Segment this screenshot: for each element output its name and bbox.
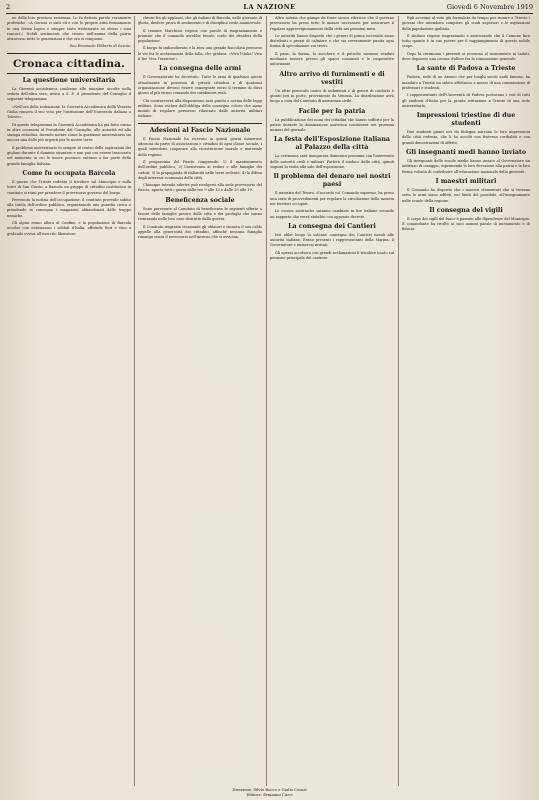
paragraph: Gli operai accolsero con grandi acclamazioni il tricolore issato sul pennone principale del cantiere. [270,250,394,261]
article-title: La festa dell'Esposizione italiana al Palazzo della città [274,136,390,152]
paragraph: Il programma del Fascio comprende: 1) il mantenimento dell'ordine pubblico; 2) l'assistenza ai reduci e alle famiglie dei caduti; 3) la propaganda di italianità nelle terre redente; 4) la difesa degli interessi economici della città. [138,159,262,180]
column-intro: Altra notizia che giunge da fonte sicura riferisce che il governo provvisorio ha preso tutte le misure necessarie per assicurare il regolare approvvigionamento della città nei prossimi mesi. [270,16,394,31]
article-title: Impressioni triestine di due studenti [416,112,516,128]
paragraph: Un altro piroscafo carico di indumenti e di generi di conforto è giunto ieri in porto, proveniente da Venezia. La distribuzione avrà luogo a cura del Comitato di assistenza civile. [270,88,394,104]
divider [7,53,131,55]
paragraph: Il tenente Marchiori rispose con parole di ringraziamento e promise che il comando avrebbe tenuto conto dei desideri della popolazione. [138,28,262,44]
article-title: Il problema del denaro nei nostri paesi [273,173,391,189]
column-intro: Egli accennò al voto già formulato da tempo per riunire a Trieste i giovani che intendono compiere gli studi superiori e le aspirazioni della popolazione giuliana. [402,16,530,31]
article-title: La questione universitaria [22,76,116,84]
article-title: Il consegna del vigili [429,206,503,214]
page-footer [0,787,539,797]
paragraph: Il problema universitario fu sempre al centro delle aspirazioni dei giuliani durante il dominio straniero e non può ora essere trascurato nel momento in cui le nuove province entrano a far parte della grande famiglia italiana. [7,145,131,166]
page-header [6,3,533,12]
column-4 [402,16,530,786]
paragraph: «Nell'ora della redenzione, la Gioventù Accademica della Venezia Giulia rinnova il suo voto per l'istituzione dell'Università italiana a Trieste». [7,104,131,120]
paragraph: Il ministro del Tesoro, d'accordo col Comando supremo, ha preso una serie di provvedimenti per regolare la circolazione della moneta nei territori occupati. [270,191,394,206]
paragraph: La pubblicazione dei nomi dei cittadini che hanno sofferto per la patria durante la dominazione austriaca continuerà nei prossimi numeri del giornale. [270,117,394,133]
paragraph: Sono pervenute al Comitato di beneficenza le seguenti offerte a favore delle famiglie povere della città e dei profughi che vanno rientrando nelle loro case distrutte dalla guerra. [138,206,262,222]
paragraph: Le corone austriache saranno cambiate in lire italiane secondo un rapporto che verrà stabilito con apposito decreto. [270,209,394,219]
paragraph: Il corpo dei vigili del fuoco è passato alle dipendenze del Municipio. Il comandante ha rivolto ai suoi uomini parole di incitamento e di fiducia. [402,216,530,232]
paragraph: Il giorno che Trieste redenta il tricolore sul Municipio e sulla torre di San Giusto, a Barcola un gruppo di cittadini costituitosi in comitato si riunì per prendere il provvisorio governo del borgo. [7,179,131,195]
article-title: Facile per la patria [298,107,366,115]
column-intro: ne della loro preziosa esistenza. Lo fu dettato parole veramente profetiche: «A Gorizia ci sarà ed è con le proprie armi fermamente in una forma logica e sempre stato tristemente su stesso i suoi rancori.» Nobili sentimenti che vivono nell'anima della patria attraverso tutte le generazioni e che ora si compiono. [7,16,131,42]
paragraph: Il Comando ha disposto che i maestri elementari che si trovano sotto le armi siano adibiti, nei limiti del possibile, all'insegnamento nelle scuole della regione. [402,187,530,203]
column-3 [270,16,394,786]
paragraph: La Giovenù accademica conforme alle massime accolte nella seduta dell'altra sera, invita a S. E. il presidente del Consiglio il seguente telegramma: [7,86,131,102]
divider [138,123,262,124]
article-title: Beneficenza sociale [165,196,235,204]
article-title: La sante di Padova a Trieste [416,65,516,73]
section-title: Cronaca cittadina. [12,57,126,70]
paragraph: Il pane, la farina, lo zucchero e il petrolio saranno venduti mediante tessera presso gli spacci comunali e le cooperative autorizzate. [270,51,394,67]
paragraph: Ieri ebbe luogo la solenne consegna dei Cantieri navali alle autorità italiane. Erano presenti i rappresentanti della Marina, il Governatore e numerosi invitati. [270,232,394,248]
paragraph: Il Comitato ringrazia vivamente gli oblatori e rinnova il suo caldo appello alla generosità dei cittadini, affinché nessuna famiglia rimanga senza il necessario nell'inverno che si avvicina. [138,224,262,240]
paragraph: Dopo la cerimonia i presenti si recarono al monumento ai caduti, dove deposero una corona d'alloro fra la commozione generale. [402,51,530,62]
paragraph: Di questo telegramma la Gioventù Accademica ha già fatto cenno in altre occasioni al Presidente del Consiglio, alle autorità ed alla stampa cittadina, facendo notare come la questione universitaria sia ancora una delle più urgenti per le nostre terre. [7,122,131,143]
page-number: 2 [6,3,11,11]
divider [7,73,131,74]
article-title: Altro arrivo di furnimenti e di vestiti [279,70,385,86]
paragraph: La cerimonia sarà inaugurata domenica prossima con l'intervento delle autorità civili e militari. Parlerà il sindaco della città, quindi seguirà la visita alle sale dell'esposizione. [270,154,394,170]
article-title: I maestri militari [435,177,497,185]
paragraph: Pervenuta la notizia dell'occupazione, il comitato provvide subito alla tutela dell'ordine pubblico, organizzando una guardia civica e prendendo in consegna i magazzini abbandonati dalle truppe nemiche. [7,197,131,218]
paragraph: Gli insegnanti delle scuole medie hanno inviato al Governatore un indirizzo di omaggio, esprimendo la loro devozione alla patria e la loro ferma volontà di contribuire all'educazione nazionale della gioventù. [402,159,530,174]
column-intro: chiuse fra gli applausi, che gli italiani di Barcola, nelle giornate di gloria, diedero prova di sentimento e di disciplina civile ammirevole. [138,16,262,26]
article-title: La consegna dei Cantieri [288,222,376,230]
header-rule [6,13,533,14]
column-1 [7,16,131,786]
column-rule [266,16,267,786]
paragraph: Il sindaco rispose ringraziando e assicurando che il Comune farà tutto quanto è in suo potere per il raggiungimento di questo nobile scopo. [402,33,530,49]
signature: Suo Emanuele Filiberto di Savoia. [69,44,131,49]
footer-publisher: Editore: Ermanno Curci [246,792,293,797]
newspaper-title: LA NAZIONE [243,3,296,11]
paragraph: Gli alpini erano allora al Confine, e la popolazione di Barcola accolse con entusiasmo i soldati d'Italia, offrendo fiori e vino e gridando evviva all'esercito liberatore. [7,221,131,236]
paragraph: Chiunque intenda aderire può rivolgersi alla sede provvisoria del Fascio, aperta tutti i giorni dalle ore 9 alle 12 e dalle 15 alle 19. [138,183,262,193]
column-2 [138,16,262,786]
paragraph: Chi contravverrà alla disposizione sarà punito a norma delle leggi militari. Sono esclusi dall'obbligo della consegna coloro che siano muniti di regolare permesso rilasciato dalle autorità militari italiane. [138,98,262,119]
article-title: La consegna delle armi [159,65,241,73]
paragraph: I rappresentanti dell'Università di Padova portavano i voti di tutti gli studenti d'Italia per la pronta istituzione a Trieste di una sede universitaria. [402,93,530,108]
column-rule [134,16,135,786]
issue-date: Giovedì 6 Novembre 1919 [446,3,533,11]
footer-direction: Direzione: Silvio Bocco e Giulio Cesari [232,787,307,792]
paragraph: Il Governatorato ha decretato: Tutte le armi di qualsiasi specie attualmente in possesso di privati cittadini e di qualsiasi organizzazione devono essere consegnate entro il termine di dieci giorni al più vicino comando dei carabinieri reali. [138,75,262,96]
article-title: Come fu occupata Barcola [22,169,116,177]
article-title: Gli insegnanti medi hanno inviato [405,149,527,157]
article-title: Adesioni al Fascio Nazionale [149,126,251,134]
paragraph: Le autorità hanno disposto che i generi di prima necessità siano distribuiti a prezzi di calmiere e che sia severamente punita ogni forma di speculazione sui viveri. [270,33,394,49]
paragraph: Il borgo fu imbandierato e la sera una grande fiaccolata percorse le vie fra le acclamazioni della folla, che gridava: «Viva l'Italia! Viva il Re! Viva l'esercito!» [138,46,262,62]
column-rule [398,16,399,786]
paragraph: Due studenti giunti ieri da Bologna narrano le loro impressioni della città redenta, che li ha accolti con fraterna cordialità e con grandi dimostrazioni di affetto. [402,130,530,145]
paragraph: Padova, sede di un Ateneo che per lunghi secoli andò famoso, ha mandato a Trieste un saluto affettuoso a mezzo di una commissione di professori e studenti. [402,75,530,90]
paragraph: Il Fascio Nazionale ha ricevuto in questi giorni numerose adesioni da parte di associazioni e cittadini di ogni classe sociale, i quali intendono cooperare alla ricostruzione morale e materiale della regione. [138,136,262,157]
